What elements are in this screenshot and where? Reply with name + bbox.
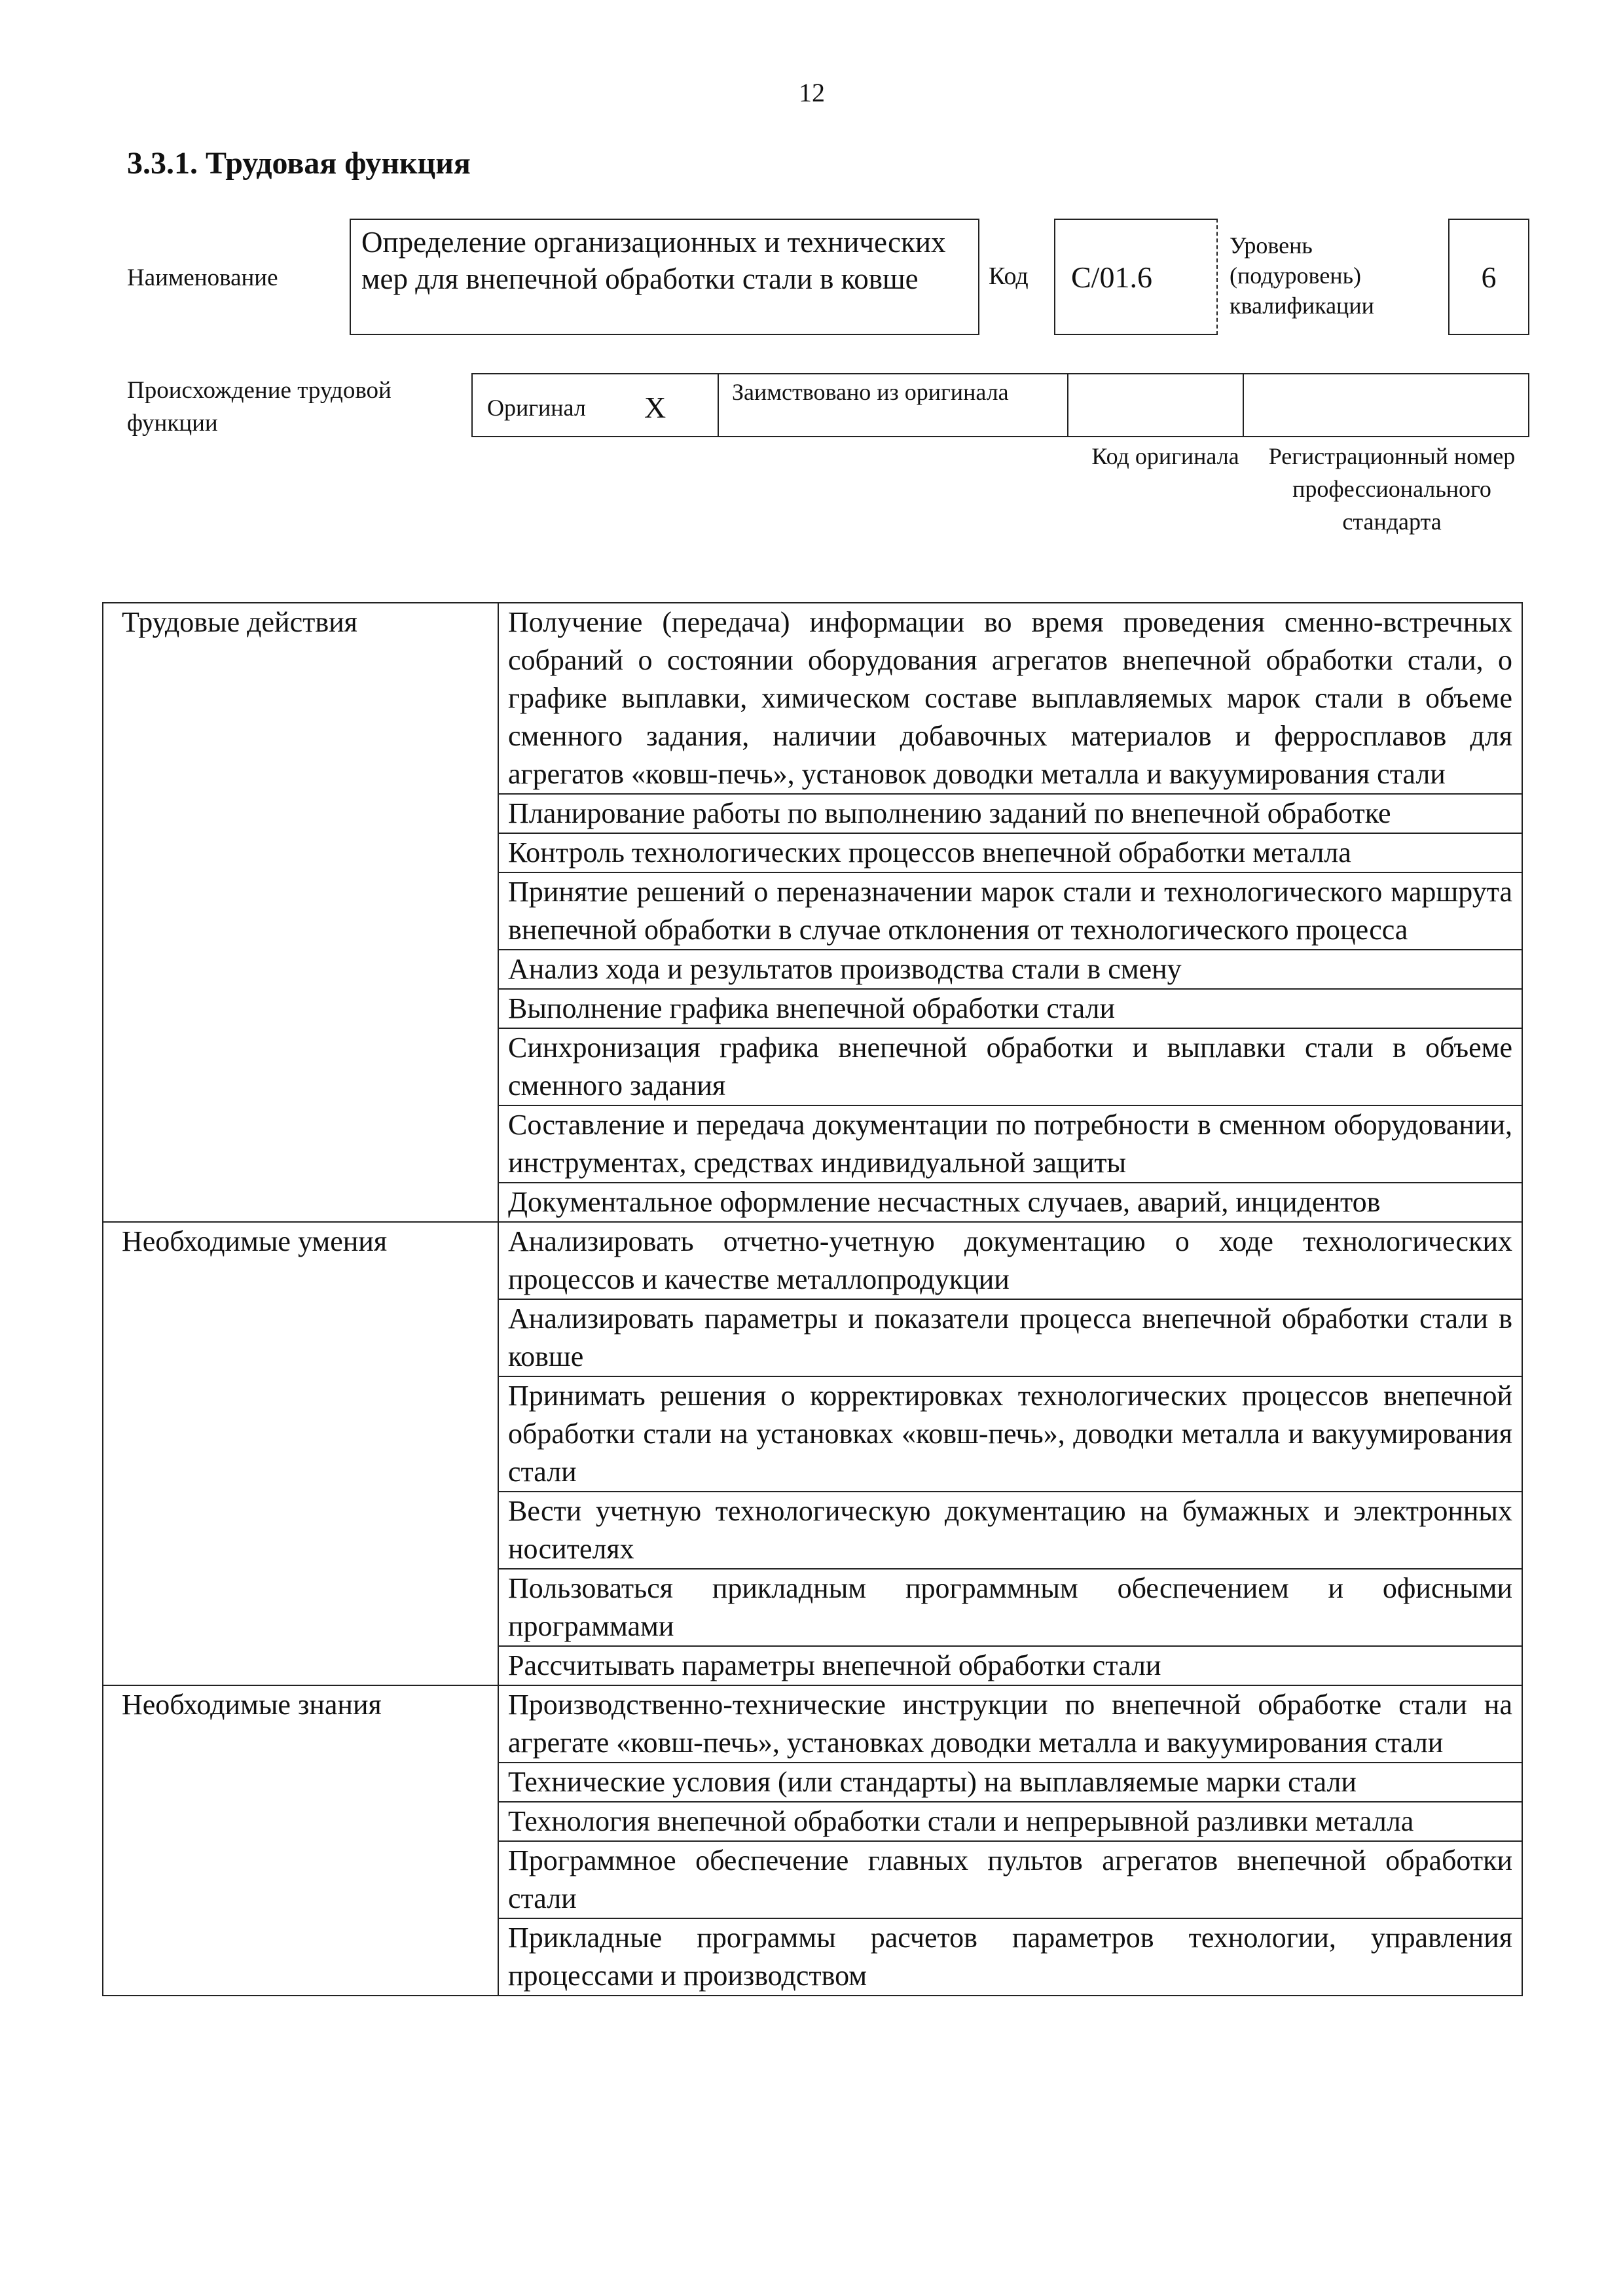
table-cell: Получение (передача) информации во время проведения сменно-встречных собраний о состоянии оборудования агрегатов внепечной обработки стали, о графике выплавки, химическом составе выплавляемых марок стали в объеме сменного задания, наличии добавочных материалов и ферросплавов для агрегатов «ковш-печь», установок доводки металла и вакуумирования стали bbox=[498, 603, 1522, 794]
table-cell: Технические условия (или стандарты) на выплавляемые марки стали bbox=[498, 1763, 1522, 1802]
reg-caption: Регистрационный номер профессионального стандарта bbox=[1268, 443, 1516, 535]
category-labor-actions: Трудовые действия bbox=[103, 603, 498, 1222]
table-cell: Программное обеспечение главных пультов агрегатов внепечной обработки стали bbox=[498, 1841, 1522, 1918]
table-cell: Вести учетную технологическую документацию на бумажных и электронных носителях bbox=[498, 1492, 1522, 1569]
table-cell: Составление и передача документации по потребности в сменном оборудовании, инструментах, средствах индивидуальной защиты bbox=[498, 1105, 1522, 1183]
code-caption: Код оригинала bbox=[1091, 443, 1239, 469]
table-cell: Выполнение графика внепечной обработки стали bbox=[498, 989, 1522, 1028]
table-cell: Технология внепечной обработки стали и непрерывной разливки металла bbox=[498, 1802, 1522, 1841]
level-label: Уровень (подуровень) квалификации bbox=[1230, 232, 1374, 319]
table-cell: Синхронизация графика внепечной обработки и выплавки стали в объеме сменного задания bbox=[498, 1028, 1522, 1105]
category-required-skills: Необходимые умения bbox=[103, 1222, 498, 1685]
code-label: Код bbox=[989, 262, 1029, 290]
table-row bbox=[103, 603, 1522, 794]
page-number: 12 bbox=[799, 78, 825, 107]
table-row bbox=[103, 1685, 1522, 1763]
original-mark: X bbox=[644, 391, 666, 424]
table-cell: Анализировать отчетно-учетную документацию о ходе технологических процессов и качестве металлопродукции bbox=[498, 1222, 1522, 1299]
table-cell: Принимать решения о корректировках технологических процессов внепечной обработки стали на установках «ковш-печь», доводки металла и вакуумирования стали bbox=[498, 1376, 1522, 1492]
table-cell: Пользоваться прикладным программным обеспечением и офисными программами bbox=[498, 1569, 1522, 1646]
table-cell: Анализировать параметры и показатели процесса внепечной обработки стали в ковше bbox=[498, 1299, 1522, 1376]
origin-label: Происхождение трудовой функции bbox=[127, 377, 392, 437]
level-value: 6 bbox=[1448, 219, 1529, 335]
table-cell: Принятие решений о переназначении марок стали и технологического маршрута внепечной обработки в случае отклонения от технологического процесса bbox=[498, 872, 1522, 950]
code-value: C/01.6 bbox=[1054, 219, 1218, 335]
name-label: Наименование bbox=[127, 264, 278, 291]
function-name-box: Определение организационных и технических мер для внепечной обработки стали в ковше bbox=[350, 219, 979, 335]
category-required-knowledge: Необходимые знания bbox=[103, 1685, 498, 1996]
table-cell: Контроль технологических процессов внепечной обработки металла bbox=[498, 833, 1522, 872]
table-cell: Рассчитывать параметры внепечной обработки стали bbox=[498, 1646, 1522, 1685]
function-table bbox=[102, 602, 1523, 1996]
borrowed-label: Заимствовано из оригинала bbox=[732, 379, 1009, 405]
origin-code-cell bbox=[473, 374, 1244, 436]
table-cell: Документальное оформление несчастных случаев, аварий, инцидентов bbox=[498, 1183, 1522, 1222]
original-label: Оригинал bbox=[487, 395, 586, 421]
origin-table bbox=[471, 373, 1529, 437]
table-cell: Планирование работы по выполнению заданий по внепечной обработке bbox=[498, 794, 1522, 833]
table-cell: Анализ хода и результатов производства стали в смену bbox=[498, 950, 1522, 989]
table-cell: Производственно-технические инструкции по внепечной обработке стали на агрегате «ковш-печь», установках доводки металла и вакуумирования стали bbox=[498, 1685, 1522, 1763]
section-heading: 3.3.1. Трудовая функция bbox=[127, 146, 471, 181]
table-cell: Прикладные программы расчетов параметров технологии, управления процессами и производством bbox=[498, 1918, 1522, 1996]
table-row bbox=[103, 1222, 1522, 1299]
